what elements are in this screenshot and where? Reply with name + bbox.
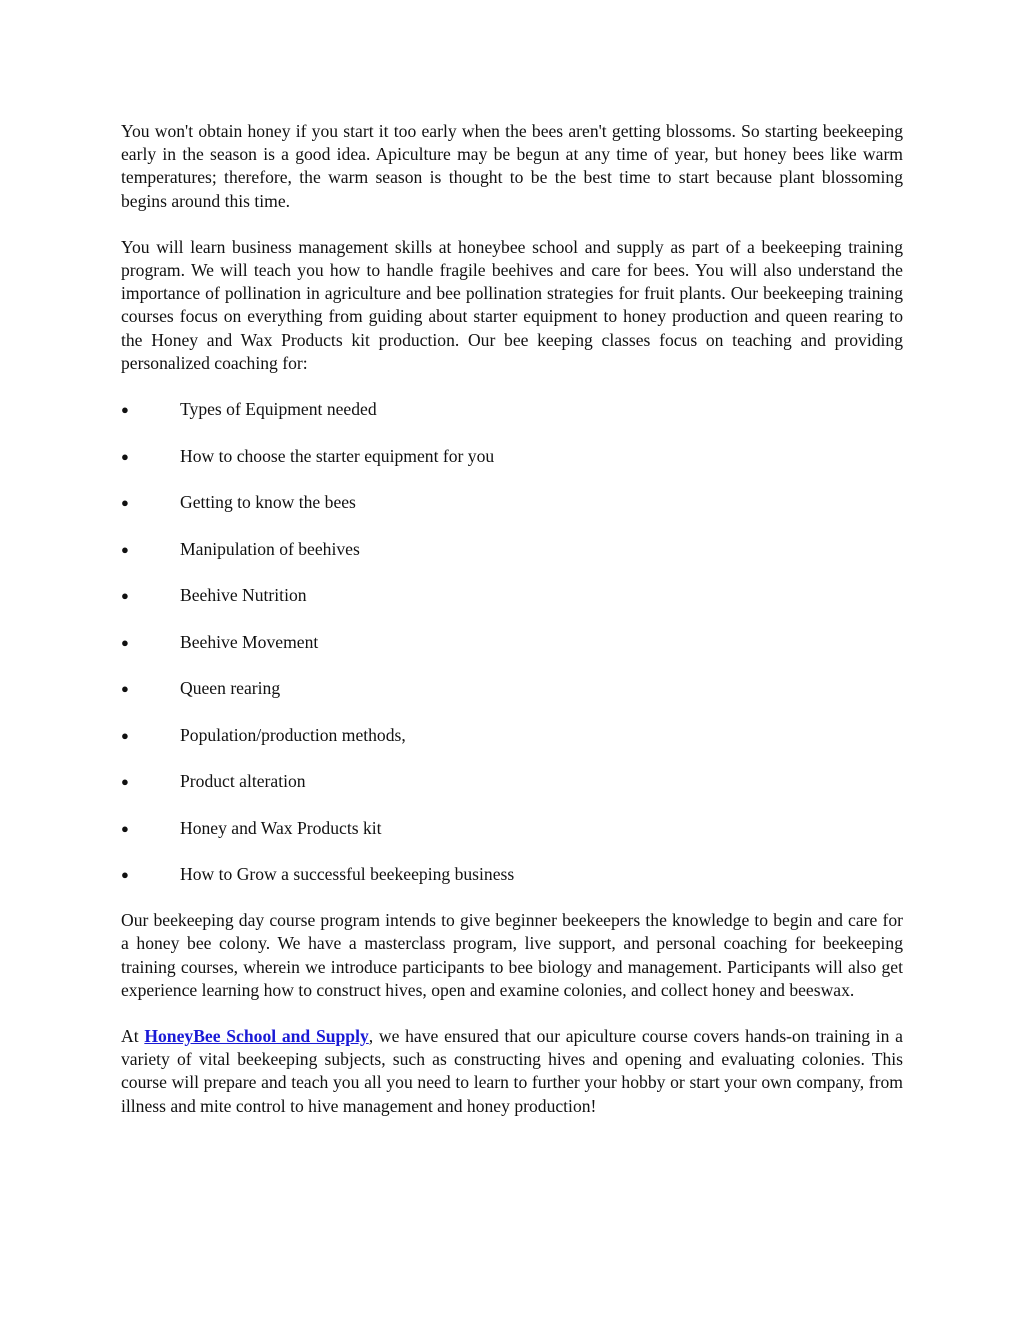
bullet-icon: ● [121,588,129,604]
paragraph-honey-timing: You won't obtain honey if you start it too early when the bees aren't getting blossoms. So starting beekeeping early in the season is a good idea. Apiculture may be begun at any time of year, but honey bees like warm temperatures; therefore, the warm season is thought to be the best time to start because plant blossoming begins around this time. [121,121,903,211]
bullet-icon: ● [121,681,129,697]
list-item-text: How to Grow a successful beekeeping business [180,864,515,885]
bullet-icon: ● [121,774,129,790]
list-item-text: Beehive Nutrition [180,585,307,606]
list-item-text: Beehive Movement [180,631,319,652]
document-body [121,120,903,1141]
list-item-text: Queen rearing [180,678,281,699]
bullet-icon: ● [121,727,129,743]
list-item [121,770,903,817]
list-item-text: Manipulation of beehives [180,538,360,559]
list-item-text: Types of Equipment needed [180,399,377,420]
paragraph-suffix: , we have ensured that our apiculture course covers hands-on training in a variety of vital beekeeping subjects, such as constructing hives and opening and evaluating colonies. This course will prepare and teach you all you need to learn to further your hobby or start your own company, from illness and mite control to hive management and honey production! [121,1026,903,1116]
bullet-icon: ● [121,634,129,650]
list-item-text: Population/production methods, [180,724,406,745]
list-item [121,584,903,631]
paragraph-honeybee-school [121,1025,903,1118]
list-item-text: How to choose the starter equipment for you [180,445,495,466]
list-item [121,817,903,864]
bullet-icon: ● [121,541,129,557]
list-item [121,724,903,771]
list-item [121,863,903,886]
bullet-icon: ● [121,820,129,836]
bullet-icon: ● [121,402,129,418]
bullet-icon: ● [121,867,129,883]
list-item-text: Product alteration [180,771,306,792]
paragraph-prefix: At [121,1026,145,1047]
list-item [121,677,903,724]
list-item [121,398,903,445]
list-item-text: Honey and Wax Products kit [180,817,382,838]
list-item [121,631,903,678]
honeybee-school-link[interactable]: HoneyBee School and Supply [144,1026,369,1047]
list-item [121,445,903,492]
paragraph-training-program: You will learn business management skills at honeybee school and supply as part of a beekeeping training program. We will teach you how to handle fragile beehives and care for bees. You will also understand the importance of pollination in agriculture and bee pollination strategies for fruit plants. Our beekeeping training courses focus on everything from guiding about starter equipment to honey production and queen rearing to the Honey and Wax Products kit production. Our bee keeping classes focus on teaching and providing personalized coaching for: [121,236,903,373]
list-item [121,491,903,538]
list-item-text: Getting to know the bees [180,492,356,513]
bullet-icon: ● [121,495,129,511]
bullet-icon: ● [121,448,129,464]
topics-list [121,398,903,886]
list-item [121,538,903,585]
paragraph-day-course: Our beekeeping day course program intends to give beginner beekeepers the knowledge to begin and care for a honey bee colony. We have a masterclass program, live support, and personal coaching for beekeeping training courses, wherein we introduce participants to bee biology and management. Participants will also get experience learning how to construct hives, open and examine colonies, and collect honey and beeswax. [121,910,903,1000]
